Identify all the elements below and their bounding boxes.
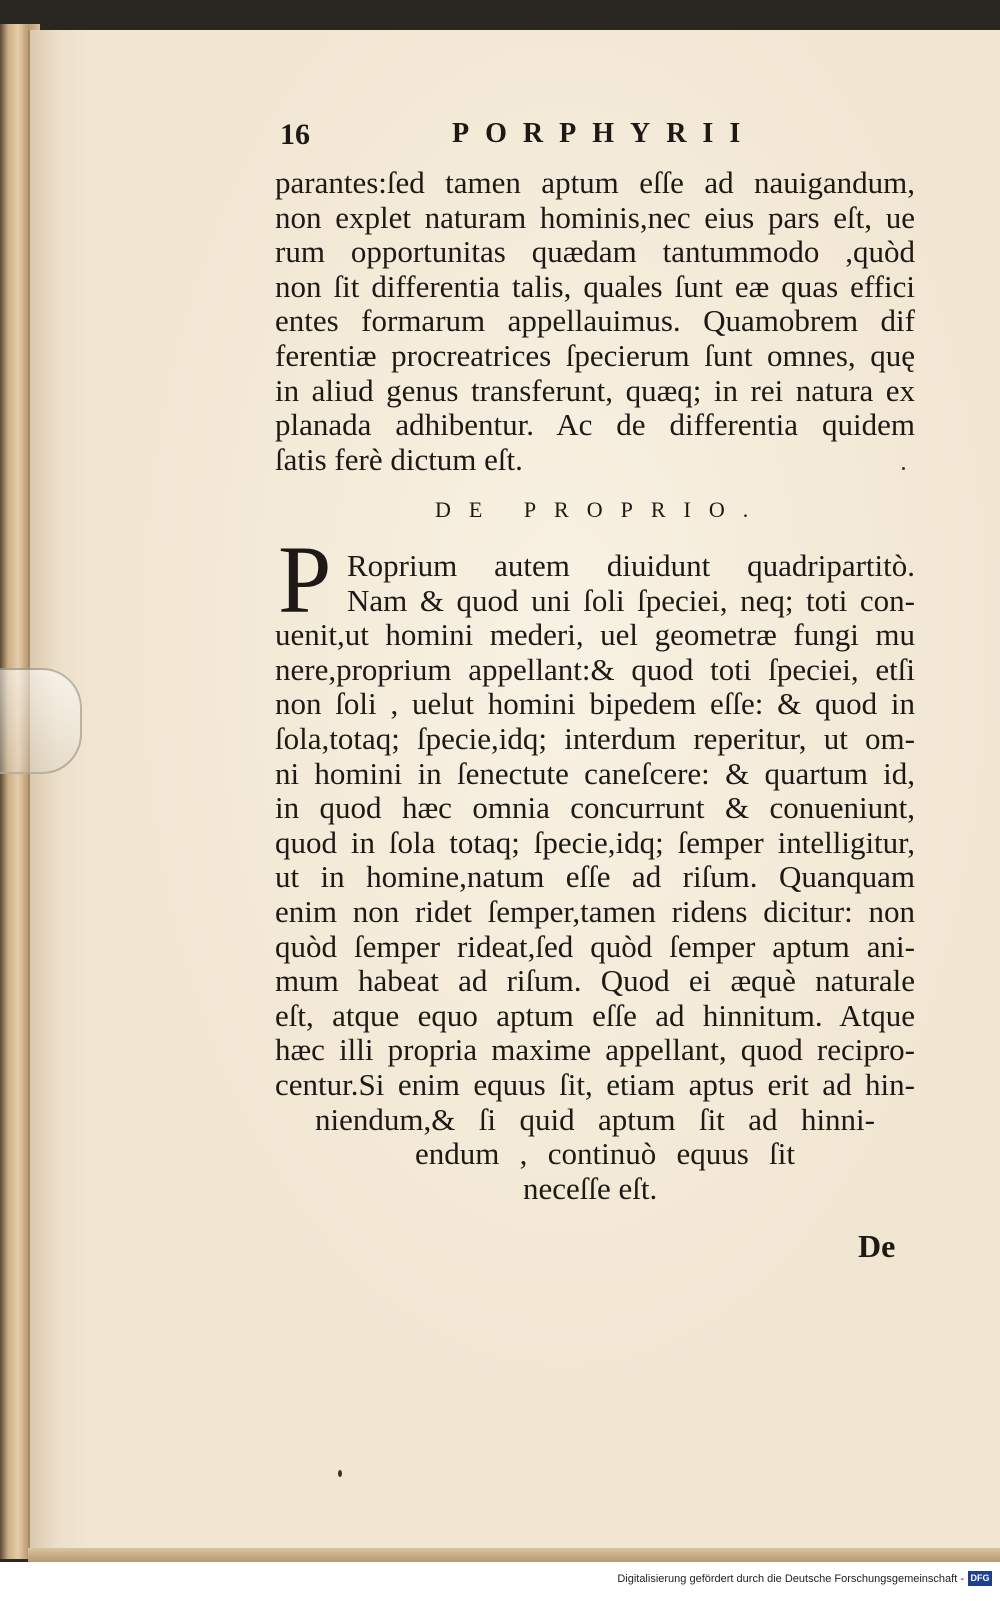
text-line: ſola,totaq; ſpecie,idq; interdum reperitur, ut om- [275, 720, 915, 756]
paragraph-2 [275, 549, 915, 1206]
text-line: Roprium autem diuidunt quadripartitò. [347, 548, 915, 583]
text-line: mum habeat ad riſum. Quod ei æquè naturale [275, 963, 915, 999]
text-line: quòd ſemper rideat,ſed quòd ſemper aptum ani- [275, 928, 915, 964]
text-line: ni homini in ſenectute caneſcere: & quartum id, [275, 755, 915, 791]
text-line: non explet naturam hominis,nec eius pars eſt, ue [275, 199, 915, 235]
text-line: ut in homine,natum eſſe ad riſum. Quanquam [275, 859, 915, 895]
text-line: ferentiæ procreatrices ſpecierum ſunt omnes, quę [275, 337, 915, 373]
dfg-logo-icon: DFG [968, 1571, 992, 1586]
text-line: endum , continuò equus ſit [415, 1136, 795, 1172]
scanner-backdrop [0, 0, 1000, 30]
text-line: non ſoli , uelut homini bipedem eſſe: & quod in [275, 686, 915, 722]
text-line: in quod hæc omnia concurrunt & conueniunt, [275, 790, 915, 826]
text-line: planada adhibentur. Ac de differentia quidem [275, 407, 915, 443]
page-number: 16 [280, 118, 310, 151]
text-line: quod in ſola totaq; ſpecie,idq; ſemper intelligitur, [275, 824, 915, 860]
ink-speck [902, 467, 905, 470]
page-bottom-edge [28, 1548, 1000, 1562]
section-heading: DE PROPRIO. [435, 497, 767, 522]
funding-credit: Digitalisierung gefördert durch die Deutsche Forschungsgemeinschaft - [617, 1573, 964, 1585]
text-line: centur.Si enim equus ſit, etiam aptus erit ad hin- [275, 1066, 915, 1102]
text-line: niendum,& ſi quid aptum ſit ad hinni- [315, 1101, 875, 1137]
catchword: De [858, 1228, 896, 1264]
page-clip [0, 668, 82, 774]
text-line: ſatis ferè dictum eſt. [275, 441, 523, 477]
text-line: entes formarum appellauimus. Quamobrem dif [275, 303, 915, 339]
drop-initial: P [278, 526, 332, 633]
text-line: eſt, atque equo aptum eſſe ad hinnitum. Atque [275, 997, 915, 1033]
text-line: hæc illi propria maxime appellant, quod recipro- [275, 1032, 915, 1068]
text-line: non ſit differentia talis, quales ſunt eæ quas effici [275, 268, 915, 304]
text-line: rum opportunitas quædam tantummodo ,quòd [275, 234, 915, 270]
running-head [280, 118, 900, 158]
text-line: neceſſe eſt. [523, 1170, 658, 1206]
text-line: enim non ridet ſemper,tamen ridens dicitur: non [275, 893, 915, 929]
text-line: parantes:ſed tamen aptum eſſe ad nauigandum, [275, 165, 915, 200]
paragraph-1 [275, 166, 915, 477]
text-line: uenit,ut homini mederi, uel geometræ fungi mu [275, 617, 915, 653]
text-line: in aliud genus transferunt, quæq; in rei natura ex [275, 372, 915, 408]
text-line: nere,proprium appellant:& quod toti ſpeciei, etſi [275, 651, 915, 687]
ink-speck [338, 1470, 342, 1477]
running-title: PORPHYRII [452, 118, 757, 149]
footer-bar [0, 1562, 1000, 1601]
text-line: Nam & quod uni ſoli ſpeciei, neq; toti con- [347, 582, 915, 618]
